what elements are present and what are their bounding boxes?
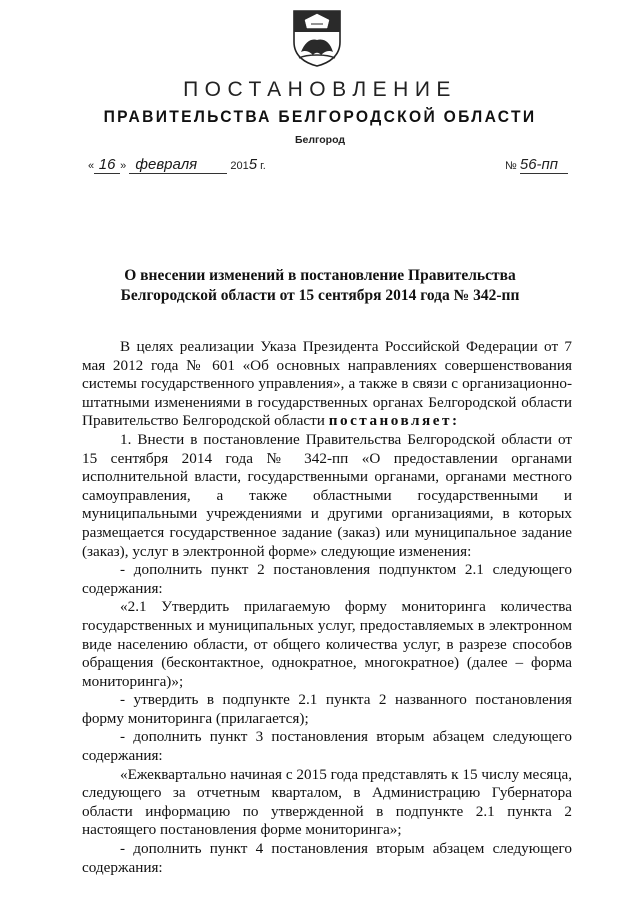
paragraph-7: - дополнить пункт 4 постановления вторым абзацем следующего содержания: — [82, 840, 572, 876]
document-body — [82, 338, 572, 877]
issuer-name: ПРАВИТЕЛЬСТВА БЕЛГОРОДСКОЙ ОБЛАСТИ — [103, 107, 537, 126]
resolves-text: постановляет: — [328, 412, 460, 430]
heading-line-1: О внесении изменений в постановление Правительства — [124, 267, 516, 284]
document-date — [88, 156, 266, 174]
paragraph-1: 1. Внести в постановление Правительства Белгородской области от 15 сентября 2014 года № 342-пп «О предоставлении органами исполнительной власти, государственными органами, органами местного самоуправления, а также областными государственными и муниципальными учреждениями и другими организациями, в которых размещается государственное задание (заказ) или муниципальное задание (заказ), услуг в электронной форме» следующие изменения: — [82, 430, 572, 560]
heading-line-2: Белгородской области от 15 сентября 2014 года № 342-пп — [120, 287, 520, 304]
date-day: 16 — [94, 156, 120, 174]
date-year-prefix: 201 — [230, 160, 249, 172]
date-close-quote: » — [120, 160, 127, 172]
paragraph-4: - утвердить в подпункте 2.1 пункта 2 названного постановления форму мониторинга (прилагается); — [82, 691, 572, 727]
paragraph-5: - дополнить пункт 3 постановления вторым абзацем следующего содержания: — [82, 728, 572, 765]
document-number — [505, 156, 568, 174]
preamble-text: В целях реализации Указа Президента Российской Федерации от 7 мая 2012 года № 601 «Об основных направлениях совершенствования системы государственного управления», а также в связи с организационно-штатными изменениями в государственных органах Белгородской области Правительство Белгородской области — [82, 338, 572, 430]
date-year-suffix: 5 — [248, 156, 258, 173]
preamble-paragraph — [82, 338, 572, 431]
paragraph-3: «2.1 Утвердить прилагаемую форму мониторинга количества государственных и муниципальных услуг, предоставляемых в электронном виде населению области, от общего количества услуг, в разрезе способов обращения (бесконтактное, однократное, многократное) (далее – форма мониторинга)»; — [82, 598, 572, 690]
date-open-quote: « — [88, 160, 95, 172]
document-heading — [0, 266, 640, 306]
number-value: 56-пп — [520, 156, 568, 174]
city-name: Белгород — [294, 134, 346, 146]
number-label: № — [505, 160, 517, 172]
paragraph-2: - дополнить пункт 2 постановления подпунктом 2.1 следующего содержания: — [82, 561, 572, 597]
paragraph-6: «Ежеквартально начиная с 2015 года представлять к 15 числу месяца, следующего за отчетным кварталом, в Администрацию Губернатора области информацию по утвержденной в подпункте 2.1 пункта 2 настоящего постановления форме мониторинга»; — [82, 765, 572, 839]
date-month: февраля — [129, 156, 227, 174]
date-year-abbr: г. — [260, 160, 266, 172]
document-type: ПОСТАНОВЛЕНИЕ — [183, 78, 457, 101]
coat-of-arms-icon — [291, 8, 343, 68]
